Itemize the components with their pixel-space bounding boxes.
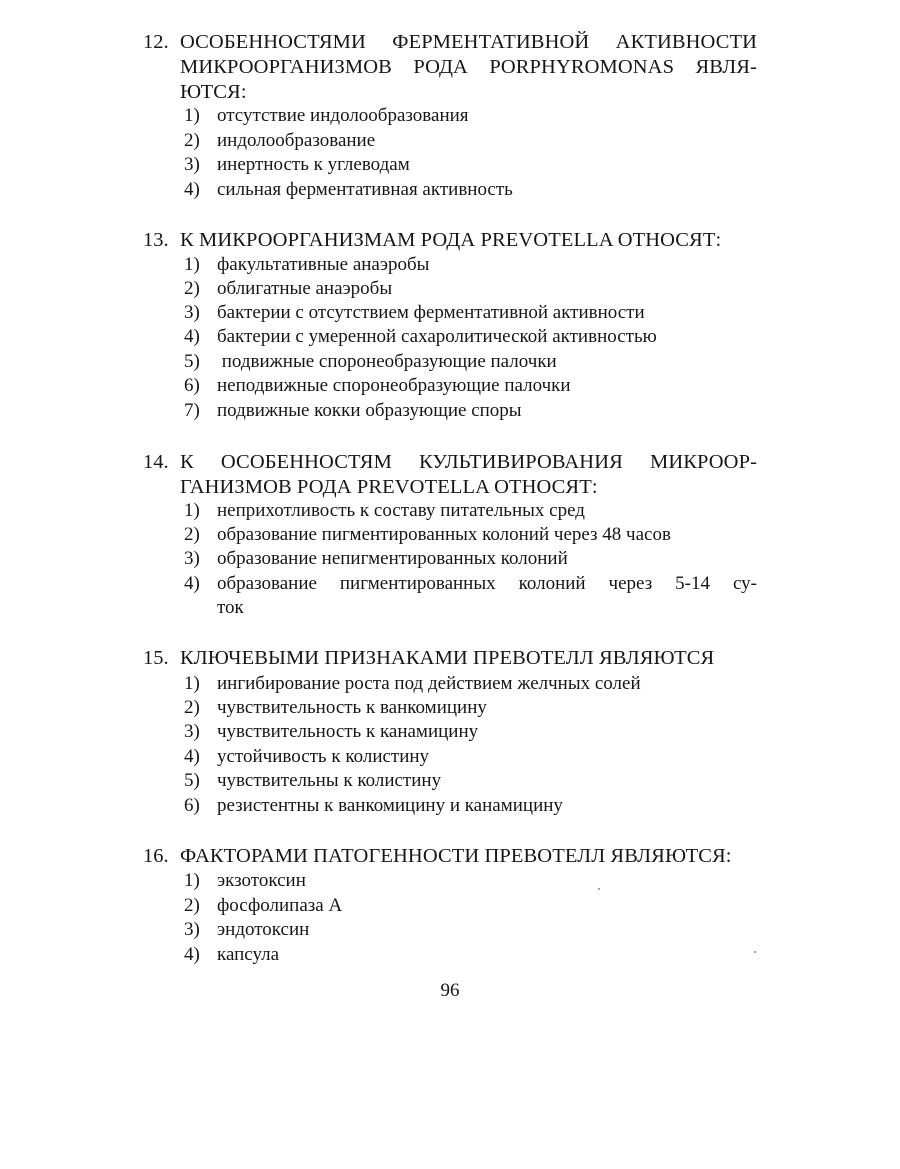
option-number: 5) (184, 770, 200, 791)
option-text: экзотоксин (217, 870, 306, 891)
option-number: 1) (184, 254, 200, 275)
option-text: инертность к углеводам (217, 154, 410, 175)
question-number: 14. (143, 451, 169, 473)
option-text: устойчивость к колистину (217, 746, 430, 767)
option-text: фосфолипаза А (217, 895, 343, 916)
option-number: 4) (184, 179, 200, 200)
question-text-line: К ОСОБЕННОСТЯМ КУЛЬТИВИРОВАНИЯ МИКРООР- (180, 451, 757, 473)
option-number: 2) (184, 524, 200, 545)
option-text: эндотоксин (217, 919, 310, 940)
option-number: 2) (184, 278, 200, 299)
option-number: 3) (184, 154, 200, 175)
option-number: 7) (184, 400, 200, 421)
option-number: 1) (184, 870, 200, 891)
option-text: неприхотливость к составу питательных сред (217, 500, 585, 521)
scan-speck (754, 951, 756, 953)
option-number: 3) (184, 919, 200, 940)
question-text-line: ФАКТОРАМИ ПАТОГЕННОСТИ ПРЕВОТЕЛЛ ЯВЛЯЮТСЯ: (180, 845, 732, 867)
option-text: факультативные анаэробы (217, 254, 430, 275)
option-text: облигатные анаэробы (217, 278, 393, 299)
question-number: 12. (143, 31, 169, 53)
option-number: 2) (184, 697, 200, 718)
option-number: 5) (184, 351, 200, 372)
question-text-line: ОСОБЕННОСТЯМИ ФЕРМЕНТАТИВНОЙ АКТИВНОСТИ (180, 31, 757, 53)
option-text: подвижные споронеобразующие палочки (217, 351, 557, 372)
option-text: резистентны к ванкомицину и канамицину (217, 795, 563, 816)
scan-speck (598, 888, 600, 890)
option-number: 1) (184, 500, 200, 521)
option-number: 6) (184, 375, 200, 396)
option-number: 4) (184, 573, 200, 594)
question-text-line: К МИКРООРГАНИЗМАМ РОДА PREVOTELLA ОТНОСЯТ: (180, 229, 722, 251)
option-number: 6) (184, 795, 200, 816)
option-number: 3) (184, 302, 200, 323)
option-number: 3) (184, 721, 200, 742)
question-text-line: КЛЮЧЕВЫМИ ПРИЗНАКАМИ ПРЕВОТЕЛЛ ЯВЛЯЮТСЯ (180, 647, 715, 669)
option-text: подвижные кокки образующие споры (217, 400, 522, 421)
option-text: образование пигментированных колоний через 48 часов (217, 524, 671, 545)
option-text: бактерии с отсутствием ферментативной активности (217, 302, 645, 323)
option-text: чувствительны к колистину (217, 770, 442, 791)
option-number: 2) (184, 895, 200, 916)
question-text-line: ЮТСЯ: (180, 81, 247, 103)
option-text: чувствительность к ванкомицину (217, 697, 487, 718)
option-number: 1) (184, 673, 200, 694)
option-text: образование пигментированных колоний через 5-14 су- (217, 573, 757, 594)
option-text: бактерии с умеренной сахаролитической активностью (217, 326, 657, 347)
page-number: 96 (440, 980, 460, 1001)
option-text-continuation: ток (217, 597, 244, 618)
option-number: 4) (184, 944, 200, 965)
option-text: отсутствие индолообразования (217, 105, 469, 126)
option-text: ингибирование роста под действием желчных солей (217, 673, 641, 694)
option-number: 2) (184, 130, 200, 151)
question-number: 13. (143, 229, 169, 251)
option-text: чувствительность к канамицину (217, 721, 479, 742)
option-text: неподвижные споронеобразующие палочки (217, 375, 571, 396)
option-text: сильная ферментативная активность (217, 179, 513, 200)
option-text: образование непигментированных колоний (217, 548, 568, 569)
option-number: 1) (184, 105, 200, 126)
option-text: капсула (217, 944, 280, 965)
option-number: 3) (184, 548, 200, 569)
option-number: 4) (184, 326, 200, 347)
option-text: индолообразование (217, 130, 376, 151)
question-text-line: ГАНИЗМОВ РОДА PREVOTELLA ОТНОСЯТ: (180, 476, 598, 498)
question-number: 15. (143, 647, 169, 669)
option-number: 4) (184, 746, 200, 767)
question-number: 16. (143, 845, 169, 867)
question-text-line: МИКРООРГАНИЗМОВ РОДА PORPHYROMONAS ЯВЛЯ- (180, 56, 757, 78)
